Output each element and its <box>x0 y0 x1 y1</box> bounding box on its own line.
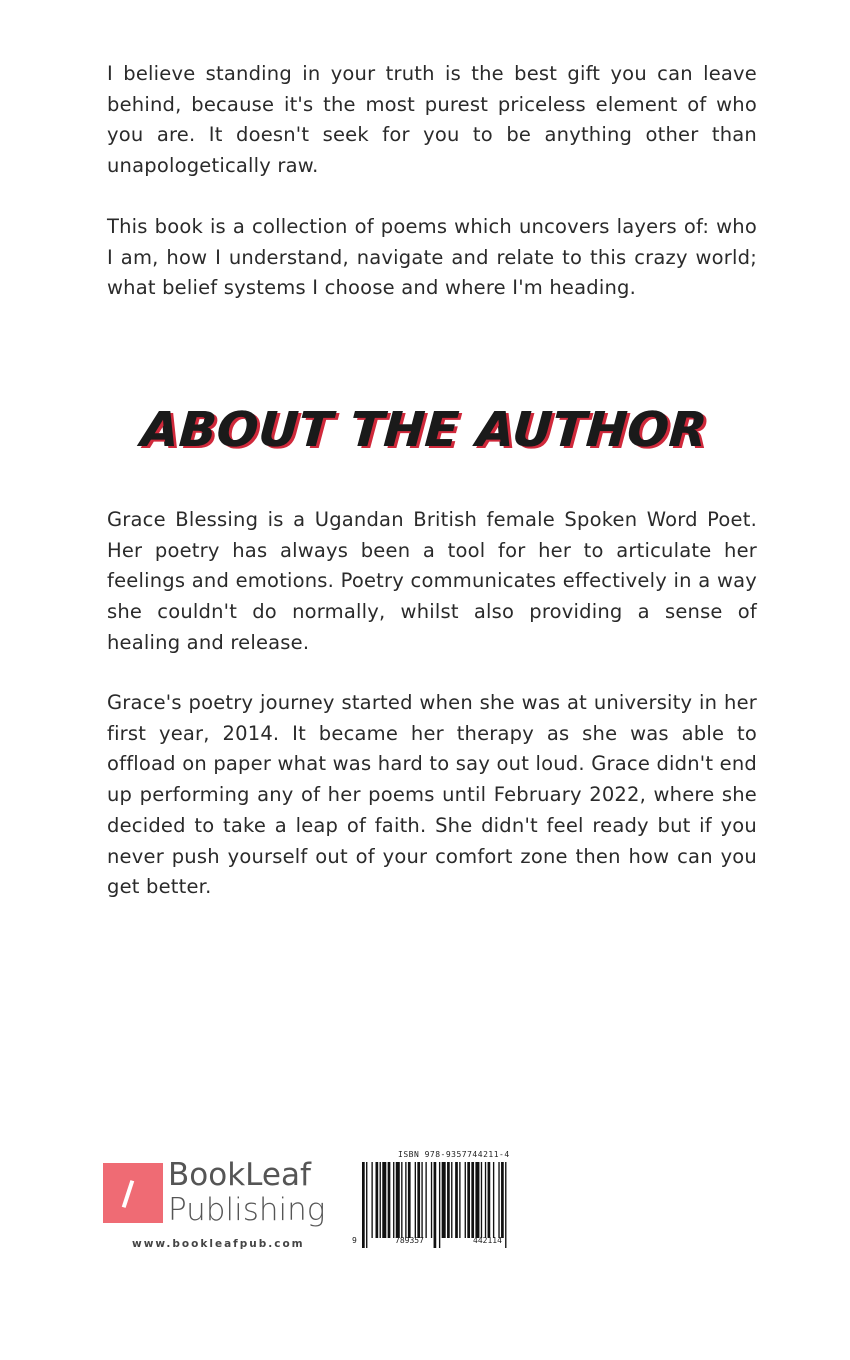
publisher-url: www.bookleafpub.com <box>132 1238 305 1250</box>
author-paragraph-2: Grace's poetry journey started when she was at university in her first year, 2014. It became her therapy as she was able to offload on paper what was hard to say out loud. Grace didn't end up performing any of her poems until February 2022, where she decided to take a leap of faith. She didn't feel ready but if you never push yourself out of your comfort zone then how can you get better. <box>107 691 757 899</box>
intro-paragraph-1: I believe standing in your truth is the best gift you can leave behind, because it's the most purest priceless element of who you are. It doesn't seek for you to be anything other than unapologetically raw. <box>107 62 757 178</box>
publisher-name-line1: BookLeaf <box>168 1157 311 1193</box>
barcode-lead-digit: 9 <box>352 1236 357 1245</box>
about-author-heading: ABOUT THE AUTHOR <box>140 402 710 458</box>
author-paragraph-1: Grace Blessing is a Ugandan British female Spoken Word Poet. Her poetry has always been a tool for her to articulate her feelings and emotions. Poetry communicates effectively in a way she couldn't do normally, whilst also providing a sense of healing and release. <box>107 508 757 654</box>
barcode-group-2: 442114 <box>473 1236 502 1245</box>
publisher-logo-icon <box>103 1163 163 1223</box>
isbn-label: ISBN 978-9357744211-4 <box>398 1150 510 1159</box>
publisher-name-line2: Publishing <box>168 1192 326 1228</box>
barcode-group-1: 789357 <box>395 1236 424 1245</box>
intro-paragraph-2: This book is a collection of poems which uncovers layers of: who I am, how I understand, navigate and relate to this crazy world; what belief systems I choose and where I'm heading. <box>107 215 757 300</box>
barcode-icon <box>362 1162 546 1248</box>
